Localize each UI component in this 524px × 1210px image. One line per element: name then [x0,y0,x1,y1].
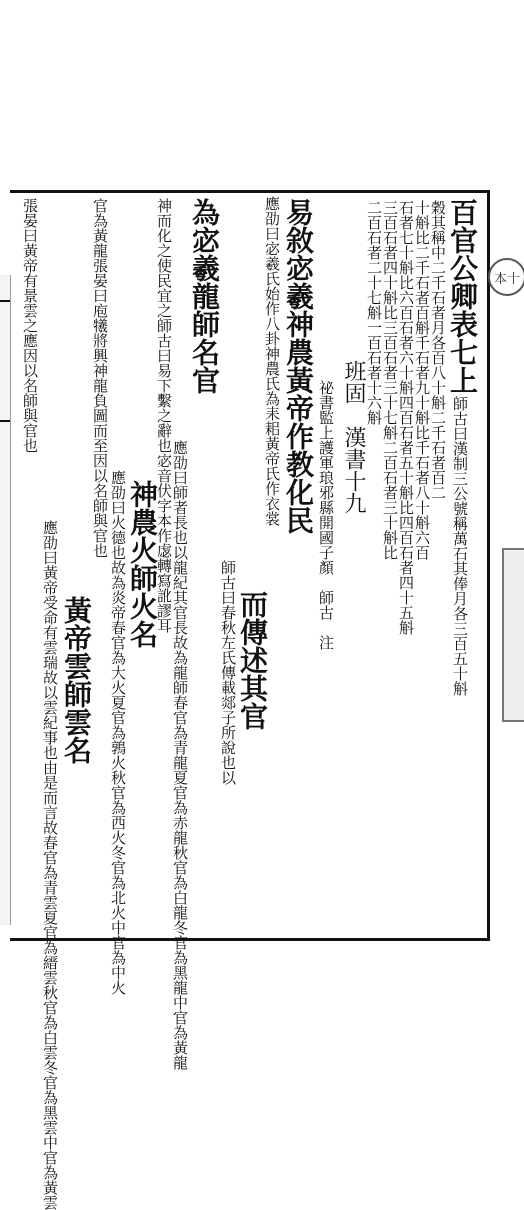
text-column: 應劭曰宓羲氏始作八卦神農氏為耒耜黃帝氏作衣裳 [263,196,281,526]
text-column: 三百石者四十斛比三百石者三十七斛二百石者三十斛比 [381,200,399,560]
text-column: 黃帝雲師雲名 [60,596,93,764]
text-column: 石者七十斛比六百石者六十斛四百石者五十斛比四百石者四十五斛 [397,200,415,635]
cut-mark [0,300,10,302]
page-border-bottom [10,938,490,941]
chapter-title: 百官公卿表七上 [446,198,479,394]
text-column: 官為黃龍張晏曰庖犧將興神龍負圖而至因以名師與官也 [91,198,109,558]
text-column: 神而化之使民宜之師古曰易下繫之辭也宓音伏字本作虙轉寫訛謬耳 [155,198,173,633]
text-column: 易敘宓羲神農黃帝作教化民 [282,198,315,534]
text-column: 班固 漢書十九 [341,360,366,514]
text-column: 十斛比二千石者百斛千石者九十斛比千石者八十斛六百 [413,200,431,560]
cut-mark [0,420,10,422]
page-border-top [10,190,490,193]
text-column: 祕書監上護軍琅邪縣開國子顏 師古 注 [317,380,335,650]
page-border-right [487,190,490,941]
text-column: 師古曰春秋左氏傳載郯子所說也以 [219,560,237,785]
text-column: 應劭曰火德也故為炎帝春官為大火夏官為鶉火秋官為西火冬官為北火中官為中火 [109,470,127,995]
text-column: 穀其稱中二千石者月各百八十斛二千石者百二 [429,200,447,500]
text-column: 為宓羲龍師名官 [188,198,221,394]
text-column: 神農火師火名 [126,480,159,648]
seal-text: 本十 [493,271,520,287]
title-note: 師古曰漢制三公號稱萬石其俸月各三百五十斛 [451,396,469,696]
text-column: 二百石者二十七斛一百石者十六斛 [365,200,383,425]
text-column: 應劭曰黃帝受命有雲瑞故以雲紀事也由是而言故春官為青雲夏官為縉雲秋官為白雲冬官為黑雲中官為黃雲 [41,520,59,1210]
text-column: 張晏曰黃帝有景雲之應因以名師與官也 [21,198,39,453]
text-column: 應劭曰師者長也以龍紀其官長故為龍師春官為青龍夏官為赤龍秋官為白龍冬官為黑龍中官為黃龍 [171,440,189,1070]
left-binding-strip [0,275,11,925]
collector-seal-stamp [502,548,524,722]
text-column: 而傳述其官 [236,590,269,730]
circular-seal-icon [488,258,524,296]
